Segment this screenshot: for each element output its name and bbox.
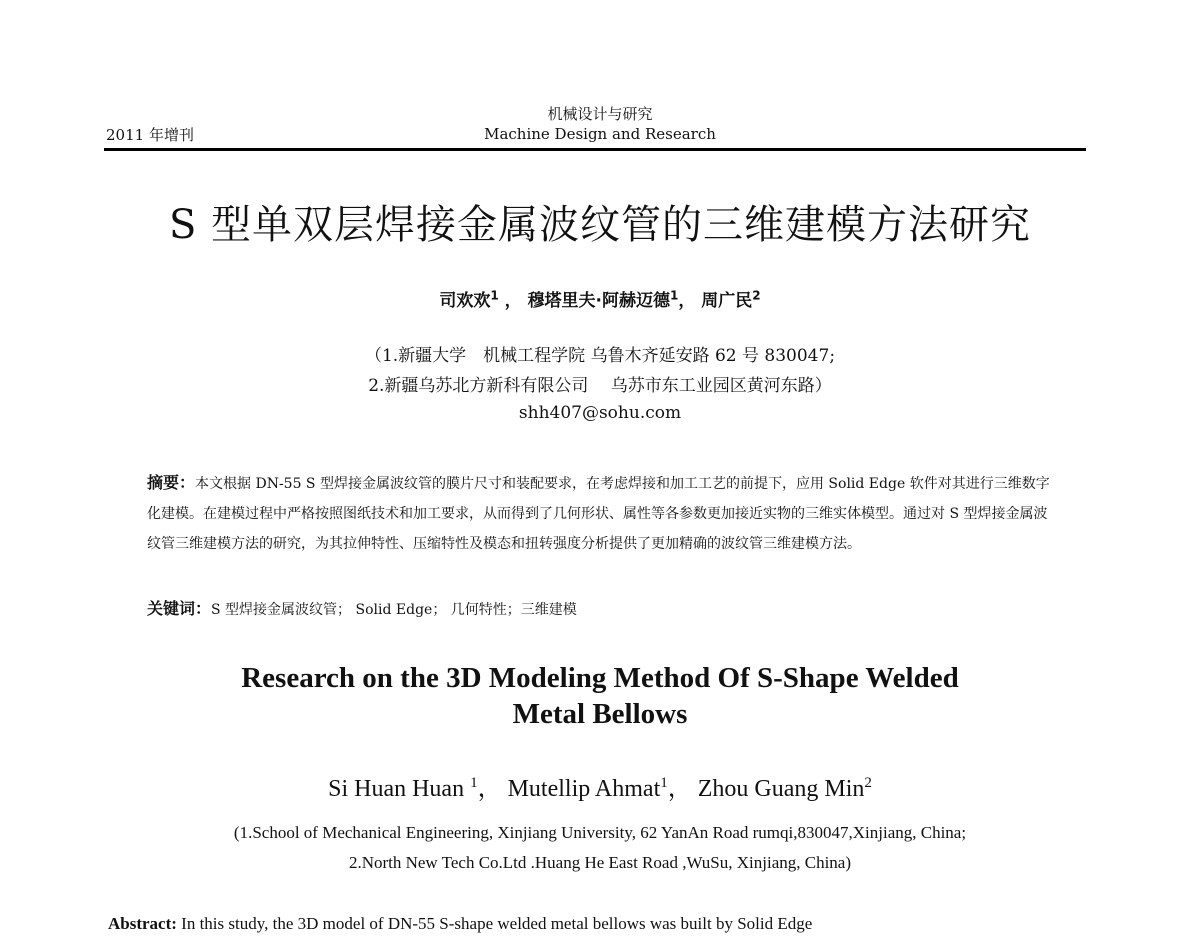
abstract-en-text: In this study, the 3D model of DN-55 S-shape welded metal bellows was built by Solid Edge bbox=[176, 914, 813, 933]
affiliation-en-line-1: (1.School of Mechanical Engineering, Xinjiang University, 62 YanAn Road rumqi,830047,Xinjiang, China; bbox=[233, 823, 967, 842]
affiliation-en-line-2: 2.North New Tech Co.Ltd .Huang He East Road ,WuSu, Xinjiang, China) bbox=[348, 853, 852, 872]
author-name: Zhou Guang Min bbox=[691, 776, 865, 802]
author-separator: ， bbox=[477, 776, 502, 802]
author-name: 穆塔里夫·阿赫迈德 bbox=[527, 291, 671, 311]
issue-label: 2011 年增刊 bbox=[106, 126, 194, 144]
paper-title-en bbox=[0, 660, 1200, 732]
paper-title-en-line-2: Metal Bellows bbox=[512, 698, 688, 730]
abstract-en bbox=[108, 914, 1092, 934]
author-name: Si Huan Huan bbox=[328, 776, 471, 802]
keywords-cn-text: S 型焊接金属波纹管； Solid Edge； 几何特性；三维建模 bbox=[211, 602, 577, 618]
author-separator: ， bbox=[678, 291, 702, 311]
paper-title-cn: S 型单双层焊接金属波纹管的三维建模方法研究 bbox=[168, 202, 1032, 248]
journal-title-cn: 机械设计与研究 bbox=[547, 105, 653, 123]
author-affiliation-mark: 1 bbox=[660, 775, 668, 791]
author-name: 周广民 bbox=[701, 291, 753, 311]
journal-title-en: Machine Design and Research bbox=[484, 125, 716, 143]
keywords-cn-label: 关键词： bbox=[147, 599, 212, 618]
author-affiliation-mark: 1 bbox=[670, 288, 679, 303]
author-affiliation-mark: 1 bbox=[470, 775, 478, 791]
abstract-en-label: Abstract: bbox=[108, 914, 177, 933]
paper-title-en-line-1: Research on the 3D Modeling Method Of S-Shape Welded bbox=[241, 662, 959, 694]
header-divider bbox=[104, 148, 1086, 151]
author-affiliation-mark: 2 bbox=[752, 288, 761, 303]
abstract-cn-label: 摘要： bbox=[147, 473, 196, 492]
abstract-cn-text: 本文根据 DN-55 S 型焊接金属波纹管的膜片尺寸和装配要求，在考虑焊接和加工工艺的前提下，应用 Solid Edge 软件对其进行三维数字化建模。在建模过程中严格按照图纸技术和加工要求，从而得到了几何形状、属性等各参数更加接近实物的三维实体模型。通过对 S 型焊接金属波纹管三维建模方法的研究，为其拉伸特性、压缩特性及模态和扭转强度分析提供了更加精确的波纹管三维建模方法。 bbox=[147, 476, 1050, 552]
authors-en bbox=[0, 768, 1200, 803]
keywords-cn bbox=[147, 596, 1057, 619]
affiliation-cn-line-2: 2.新疆乌苏北方新科有限公司 乌苏市东工业园区黄河东路） bbox=[368, 376, 832, 396]
author-separator: ， bbox=[667, 776, 692, 802]
contact-email: shh407@sohu.com bbox=[518, 403, 682, 423]
author-affiliation-mark: 2 bbox=[864, 775, 872, 791]
authors-cn bbox=[0, 286, 1200, 311]
author-name: Mutellip Ahmat bbox=[501, 776, 661, 802]
abstract-cn bbox=[147, 468, 1057, 559]
author-separator: ， bbox=[498, 291, 528, 311]
author-name: 司欢欢 bbox=[439, 291, 491, 311]
author-affiliation-mark: 1 bbox=[490, 288, 499, 303]
affiliation-cn-line-1: （1.新疆大学 机械工程学院 乌鲁木齐延安路 62 号 830047; bbox=[364, 346, 836, 366]
